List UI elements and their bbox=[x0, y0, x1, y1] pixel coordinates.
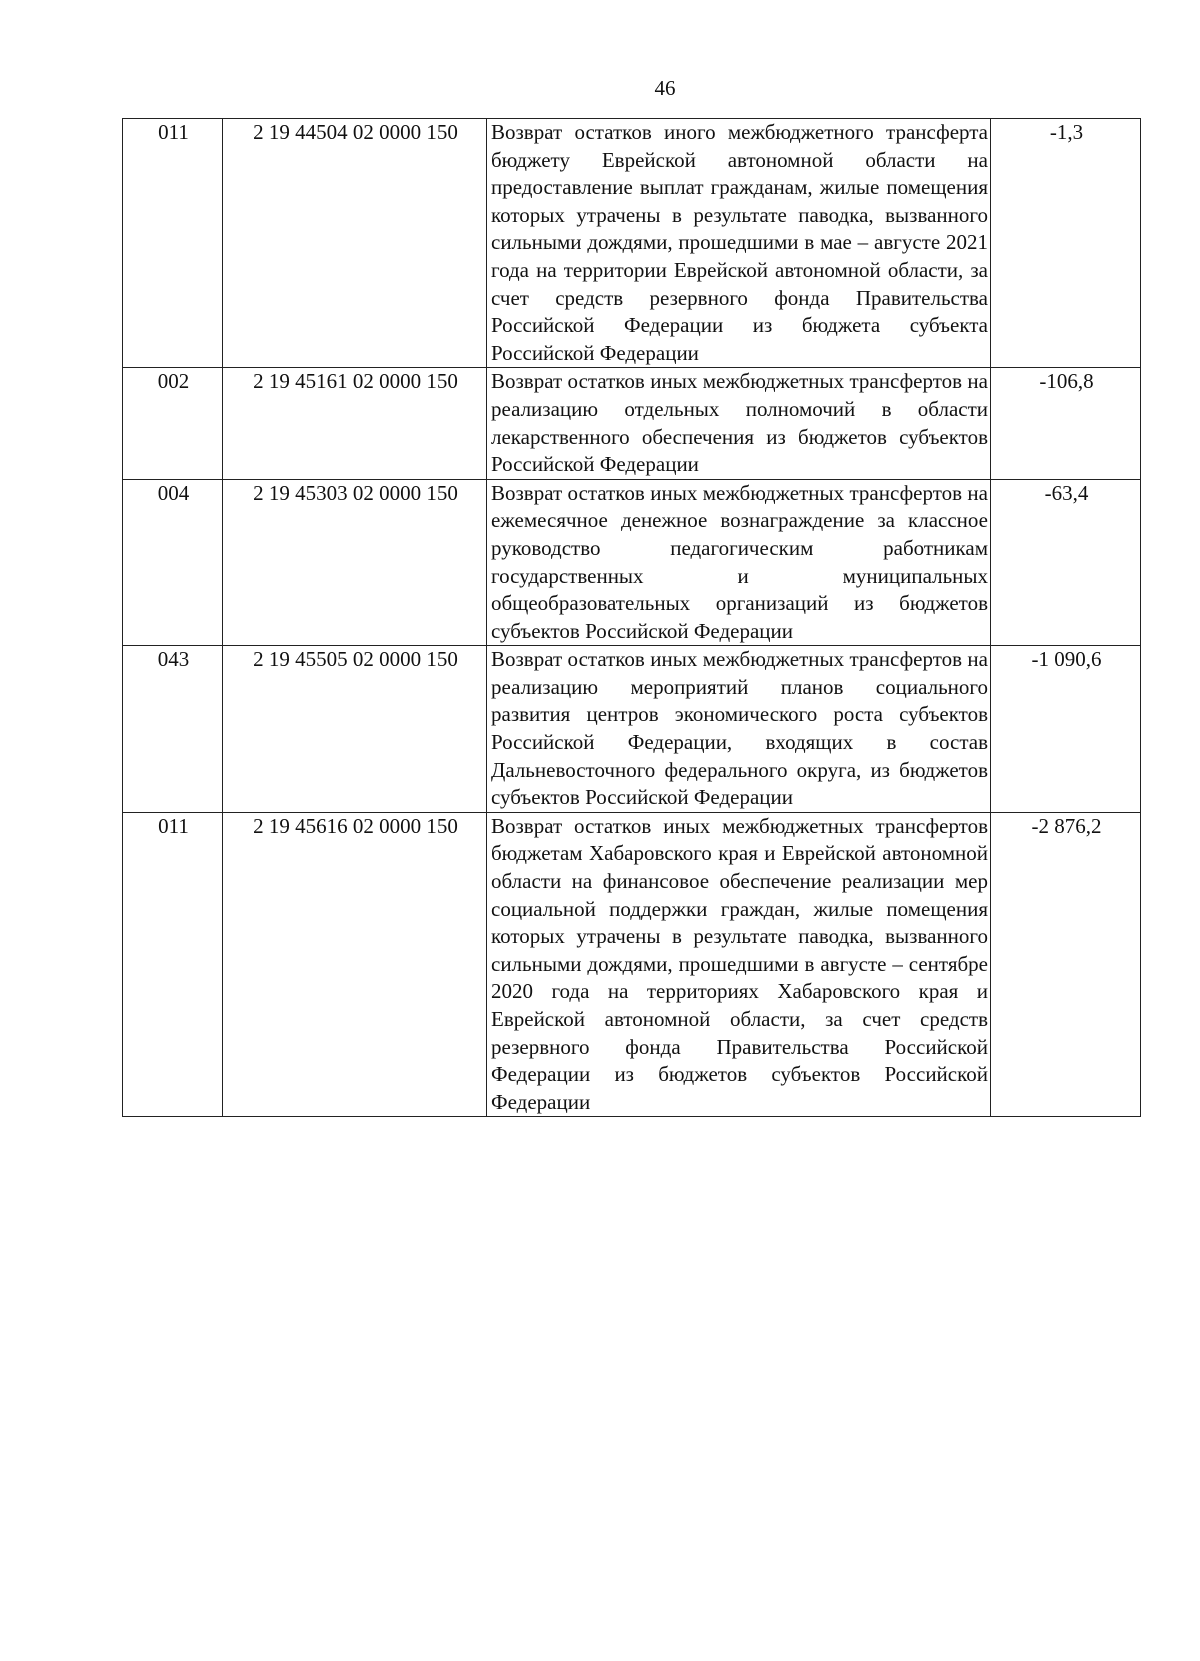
budget-classification-code-cell: 2 19 45505 02 0000 150 bbox=[223, 646, 487, 813]
amount-cell: -2 876,2 bbox=[991, 812, 1141, 1117]
amount-cell: -106,8 bbox=[991, 368, 1141, 479]
amount-cell: -1,3 bbox=[991, 119, 1141, 368]
budget-classification-code-cell: 2 19 45616 02 0000 150 bbox=[223, 812, 487, 1117]
budget-table bbox=[122, 118, 1141, 1117]
administrator-code-cell: 002 bbox=[123, 368, 223, 479]
budget-classification-code-cell: 2 19 44504 02 0000 150 bbox=[223, 119, 487, 368]
page-number: 46 bbox=[654, 76, 676, 100]
revenue-name-cell: Возврат остатков иных межбюджетных трансфертов на реализацию мероприятий планов социального развития центров экономического роста субъектов Российской Федерации, входящих в состав Дальневосточного федерального округа, из бюджетов субъектов Российской Федерации bbox=[487, 646, 991, 813]
revenue-name-cell: Возврат остатков иных межбюджетных трансфертов бюджетам Хабаровского края и Еврейской автономной области на финансовое обеспечение реализации мер социальной поддержки граждан, жилые помещения которых утрачены в результате паводка, вызванного сильными дождями, прошедшими в августе – сентябре 2020 года на территориях Хабаровского края и Еврейской автономной области, за счет средств резервного фонда Правительства Российской Федерации из бюджетов субъектов Российской Федерации bbox=[487, 812, 991, 1117]
budget-classification-code-cell: 2 19 45161 02 0000 150 bbox=[223, 368, 487, 479]
table-row bbox=[123, 368, 1141, 479]
revenue-name-cell: Возврат остатков иных межбюджетных трансфертов на реализацию отдельных полномочий в области лекарственного обеспечения из бюджетов субъектов Российской Федерации bbox=[487, 368, 991, 479]
administrator-code-cell: 004 bbox=[123, 479, 223, 646]
table-row bbox=[123, 646, 1141, 813]
administrator-code-cell: 043 bbox=[123, 646, 223, 813]
administrator-code-cell: 011 bbox=[123, 812, 223, 1117]
amount-cell: -63,4 bbox=[991, 479, 1141, 646]
table-row bbox=[123, 479, 1141, 646]
administrator-code-cell: 011 bbox=[123, 119, 223, 368]
amount-cell: -1 090,6 bbox=[991, 646, 1141, 813]
table-row bbox=[123, 812, 1141, 1117]
table-row bbox=[123, 119, 1141, 368]
revenue-name-cell: Возврат остатков иного межбюджетного трансферта бюджету Еврейской автономной области на предоставление выплат гражданам, жилые помещения которых утрачены в результате паводка, вызванного сильными дождями, прошедшими в мае – августе 2021 года на территории Еврейской автономной области, за счет средств резервного фонда Правительства Российской Федерации из бюджета субъекта Российской Федерации bbox=[487, 119, 991, 368]
revenue-name-cell: Возврат остатков иных межбюджетных трансфертов на ежемесячное денежное вознаграждение за классное руководство педагогическим работникам государственных и муниципальных общеобразовательных организаций из бюджетов субъектов Российской Федерации bbox=[487, 479, 991, 646]
budget-classification-code-cell: 2 19 45303 02 0000 150 bbox=[223, 479, 487, 646]
